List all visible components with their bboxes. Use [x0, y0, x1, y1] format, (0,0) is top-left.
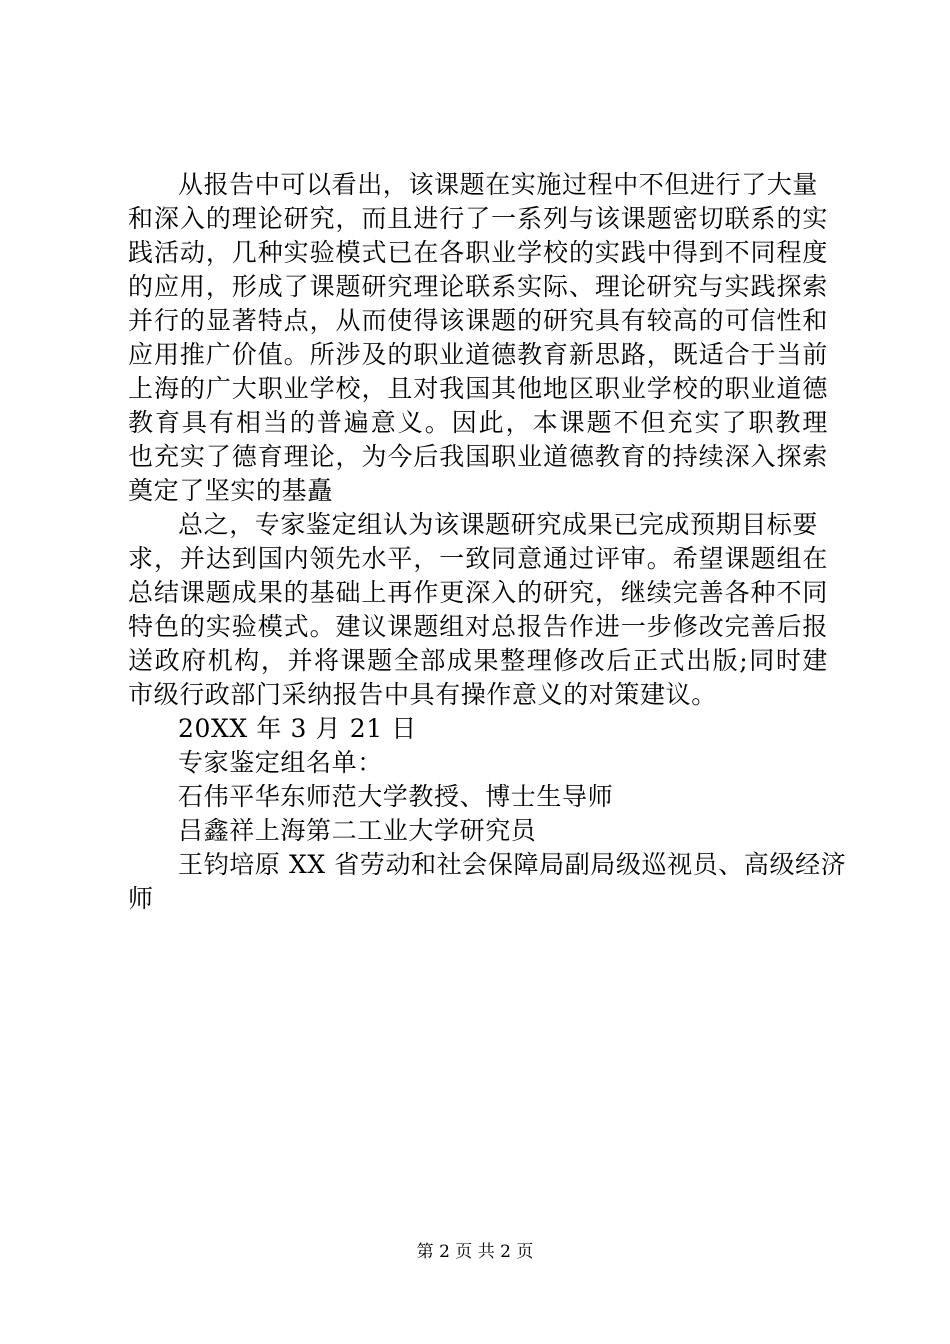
expert-entry-3: 王钧培原 XX 省劳动和社会保障局副局级巡视员、高级经济: [178, 850, 847, 879]
document-date: 20XX 年 3 月 21 日: [178, 714, 417, 743]
document-body: [128, 168, 847, 916]
paragraph-2-line-1: 总之，专家鉴定组认为该课题研究成果已完成预期目标要: [178, 510, 819, 539]
paragraph-1-line-1: 从报告中可以看出，该课题在实施过程中不但进行了大量: [178, 170, 819, 199]
paragraph-1-line-8: 教育具有相当的普遍意义。因此，本课题不但充实了职教理: [128, 408, 828, 437]
paragraph-1-line-10: 奠定了坚实的基矗: [128, 476, 333, 505]
expert-entry-3-continuation: 师: [128, 884, 154, 913]
paragraph-1-line-3: 践活动，几种实验模式已在各职业学校的实践中得到不同程度: [128, 238, 828, 267]
expert-entry-2: 吕鑫祥上海第二工业大学研究员: [178, 816, 537, 845]
paragraph-2-line-6: 市级行政部门采纳报告中具有操作意义的对策建议。: [128, 680, 717, 709]
paragraph-2-line-5: 送政府机构，并将课题全部成果整理修改后正式出版;同时建: [128, 646, 828, 675]
paragraph-2-line-2: 求，并达到国内领先水平，一致同意通过评审。希望课题组在: [128, 544, 828, 573]
expert-entry-1: 石伟平华东师范大学教授、博士生导师: [178, 782, 614, 811]
paragraph-1-line-2: 和深入的理论研究，而且进行了一系列与该课题密切联系的实: [128, 204, 828, 233]
page-footer: 第 2 页 共 2 页: [416, 1242, 534, 1262]
paragraph-2-line-3: 总结课题成果的基础上再作更深入的研究，继续完善各种不同: [128, 578, 828, 607]
paragraph-1-line-7: 上海的广大职业学校，且对我国其他地区职业学校的职业道德: [128, 374, 828, 403]
expert-list-heading: 专家鉴定组名单：: [178, 748, 383, 777]
paragraph-1-line-4: 的应用，形成了课题研究理论联系实际、理论研究与实践探索: [128, 272, 828, 301]
paragraph-1-line-5: 并行的显著特点，从而使得该课题的研究具有较高的可信性和: [128, 306, 828, 335]
paragraph-2-line-4: 特色的实验模式。建议课题组对总报告作进一步修改完善后报: [128, 612, 828, 641]
paragraph-1-line-6: 应用推广价值。所涉及的职业道德教育新思路，既适合于当前: [128, 340, 828, 369]
paragraph-1-line-9: 也充实了德育理论，为今后我国职业道德教育的持续深入探索: [128, 442, 828, 471]
